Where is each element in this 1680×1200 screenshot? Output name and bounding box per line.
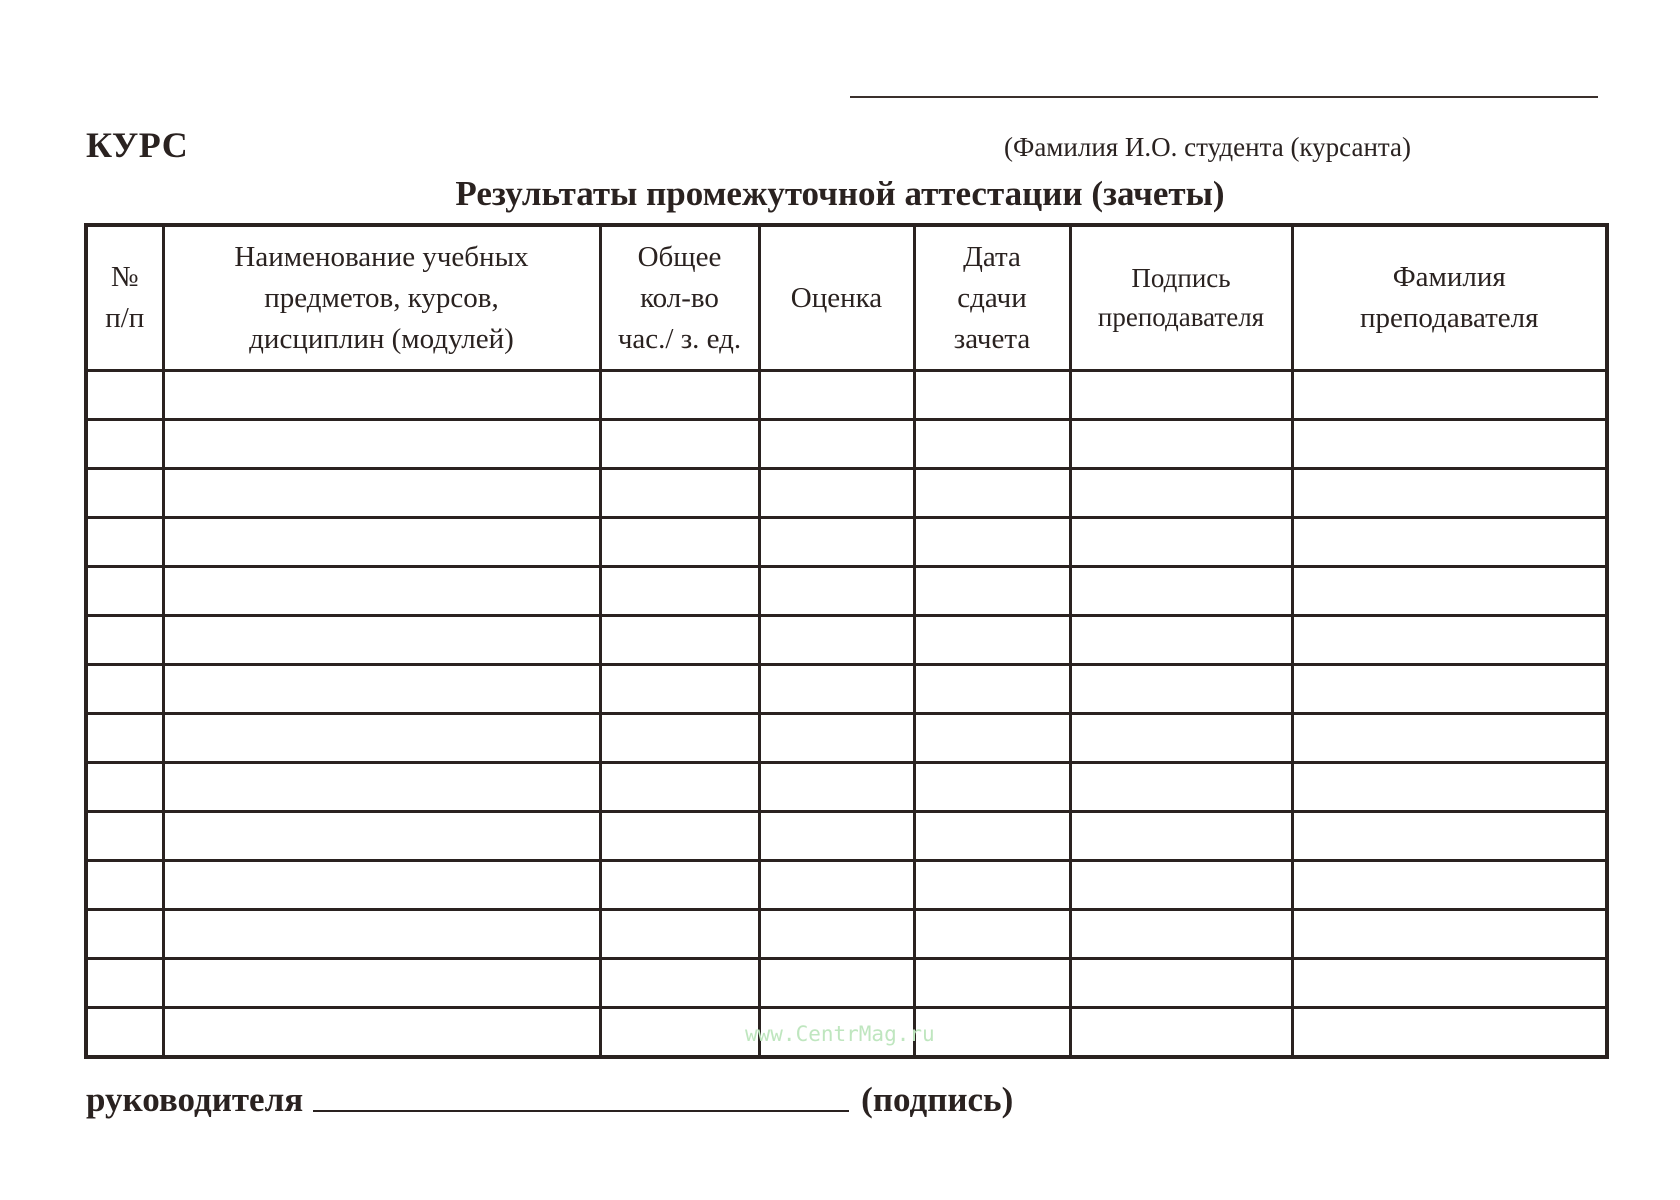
cell-hours[interactable] — [600, 420, 759, 469]
col-header-grade: Оценка — [759, 225, 914, 371]
table-row — [86, 910, 1607, 959]
cell-teacher-signature[interactable] — [1070, 616, 1292, 665]
col-header-date: Дата сдачи зачета — [914, 225, 1070, 371]
cell-hours[interactable] — [600, 567, 759, 616]
footer-signature-caption: (подпись) — [861, 1080, 1014, 1119]
cell-hours[interactable] — [600, 616, 759, 665]
cell-teacher-name[interactable] — [1292, 812, 1607, 861]
cell-hours[interactable] — [600, 714, 759, 763]
cell-number[interactable] — [86, 714, 163, 763]
cell-date[interactable] — [914, 616, 1070, 665]
cell-grade[interactable] — [759, 714, 914, 763]
cell-hours[interactable] — [600, 861, 759, 910]
cell-date[interactable] — [914, 812, 1070, 861]
watermark: www.CentrMag.ru — [745, 1022, 935, 1046]
cell-date[interactable] — [914, 1008, 1070, 1058]
table-row — [86, 763, 1607, 812]
cell-hours[interactable] — [600, 763, 759, 812]
cell-hours[interactable] — [600, 910, 759, 959]
cell-teacher-name[interactable] — [1292, 665, 1607, 714]
cell-date[interactable] — [914, 469, 1070, 518]
cell-hours[interactable] — [600, 518, 759, 567]
cell-teacher-name[interactable] — [1292, 1008, 1607, 1058]
table-row — [86, 959, 1607, 1008]
table-row — [86, 861, 1607, 910]
cell-subject[interactable] — [163, 1008, 600, 1058]
cell-number[interactable] — [86, 567, 163, 616]
cell-grade[interactable] — [759, 616, 914, 665]
cell-subject[interactable] — [163, 518, 600, 567]
cell-subject[interactable] — [163, 371, 600, 420]
cell-grade[interactable] — [759, 763, 914, 812]
cell-date[interactable] — [914, 567, 1070, 616]
cell-number[interactable] — [86, 763, 163, 812]
cell-date[interactable] — [914, 861, 1070, 910]
cell-grade[interactable] — [759, 518, 914, 567]
cell-teacher-signature[interactable] — [1070, 567, 1292, 616]
cell-subject[interactable] — [163, 763, 600, 812]
cell-subject[interactable] — [163, 567, 600, 616]
cell-teacher-signature[interactable] — [1070, 420, 1292, 469]
cell-teacher-signature[interactable] — [1070, 469, 1292, 518]
cell-teacher-name[interactable] — [1292, 714, 1607, 763]
cell-teacher-signature[interactable] — [1070, 861, 1292, 910]
col-header-subject: Наименование учебных предметов, курсов, дисциплин (модулей) — [163, 225, 600, 371]
table-row — [86, 469, 1607, 518]
cell-teacher-name[interactable] — [1292, 567, 1607, 616]
kurs-label: КУРС — [86, 125, 189, 165]
cell-hours[interactable] — [600, 469, 759, 518]
cell-teacher-signature[interactable] — [1070, 518, 1292, 567]
table-row — [86, 665, 1607, 714]
cell-subject[interactable] — [163, 714, 600, 763]
cell-teacher-name[interactable] — [1292, 861, 1607, 910]
cell-subject[interactable] — [163, 469, 600, 518]
cell-grade[interactable] — [759, 861, 914, 910]
student-name-line[interactable] — [850, 96, 1598, 98]
col-header-teacher-signature: Подпись преподавателя — [1070, 225, 1292, 371]
cell-teacher-name[interactable] — [1292, 959, 1607, 1008]
cell-hours[interactable] — [600, 371, 759, 420]
cell-teacher-signature[interactable] — [1070, 714, 1292, 763]
cell-teacher-name[interactable] — [1292, 518, 1607, 567]
cell-date[interactable] — [914, 371, 1070, 420]
cell-date[interactable] — [914, 665, 1070, 714]
cell-number[interactable] — [86, 469, 163, 518]
cell-date[interactable] — [914, 420, 1070, 469]
cell-teacher-name[interactable] — [1292, 371, 1607, 420]
cell-subject[interactable] — [163, 812, 600, 861]
cell-teacher-signature[interactable] — [1070, 371, 1292, 420]
cell-subject[interactable] — [163, 861, 600, 910]
cell-hours[interactable] — [600, 812, 759, 861]
cell-teacher-signature[interactable] — [1070, 763, 1292, 812]
cell-teacher-signature[interactable] — [1070, 812, 1292, 861]
results-table — [84, 223, 1609, 1059]
cell-grade[interactable] — [759, 371, 914, 420]
cell-subject[interactable] — [163, 910, 600, 959]
cell-grade[interactable] — [759, 420, 914, 469]
cell-subject[interactable] — [163, 420, 600, 469]
cell-number[interactable] — [86, 616, 163, 665]
cell-number[interactable] — [86, 518, 163, 567]
cell-grade[interactable] — [759, 567, 914, 616]
table-row — [86, 567, 1607, 616]
cell-number[interactable] — [86, 420, 163, 469]
cell-grade[interactable] — [759, 812, 914, 861]
table-row — [86, 714, 1607, 763]
table-row — [86, 616, 1607, 665]
cell-date[interactable] — [914, 518, 1070, 567]
student-name-caption: (Фамилия И.О. студента (курсанта) — [1004, 132, 1412, 162]
col-header-number: № п/п — [86, 225, 163, 371]
table-body — [86, 371, 1607, 1058]
cell-grade[interactable] — [759, 665, 914, 714]
cell-number[interactable] — [86, 665, 163, 714]
cell-date[interactable] — [914, 714, 1070, 763]
cell-teacher-name[interactable] — [1292, 763, 1607, 812]
cell-number[interactable] — [86, 1008, 163, 1058]
cell-grade[interactable] — [759, 469, 914, 518]
page-title: Результаты промежуточной аттестации (зачеты) — [455, 174, 1225, 213]
cell-grade[interactable] — [759, 910, 914, 959]
cell-subject[interactable] — [163, 959, 600, 1008]
cell-date[interactable] — [914, 763, 1070, 812]
cell-hours[interactable] — [600, 665, 759, 714]
footer-label: руководителя — [86, 1080, 304, 1119]
table-row — [86, 420, 1607, 469]
col-header-hours: Общее кол-во час./ з. ед. — [600, 225, 759, 371]
cell-teacher-name[interactable] — [1292, 420, 1607, 469]
table-row — [86, 812, 1607, 861]
cell-teacher-signature[interactable] — [1070, 910, 1292, 959]
cell-grade[interactable] — [759, 959, 914, 1008]
cell-subject[interactable] — [163, 665, 600, 714]
table-row — [86, 371, 1607, 420]
table-header-row — [86, 225, 1607, 371]
table-row — [86, 518, 1607, 567]
supervisor-signature-line[interactable] — [313, 1110, 849, 1112]
col-header-teacher-name: Фамилия преподавателя — [1292, 225, 1607, 371]
cell-hours[interactable] — [600, 959, 759, 1008]
cell-teacher-name[interactable] — [1292, 910, 1607, 959]
cell-teacher-signature[interactable] — [1070, 665, 1292, 714]
cell-number[interactable] — [86, 861, 163, 910]
cell-teacher-signature[interactable] — [1070, 1008, 1292, 1058]
cell-number[interactable] — [86, 812, 163, 861]
cell-teacher-name[interactable] — [1292, 469, 1607, 518]
cell-date[interactable] — [914, 959, 1070, 1008]
signature-footer — [86, 1080, 1013, 1120]
cell-subject[interactable] — [163, 616, 600, 665]
cell-teacher-signature[interactable] — [1070, 959, 1292, 1008]
cell-number[interactable] — [86, 959, 163, 1008]
cell-hours[interactable] — [600, 1008, 759, 1058]
cell-number[interactable] — [86, 910, 163, 959]
cell-number[interactable] — [86, 371, 163, 420]
cell-date[interactable] — [914, 910, 1070, 959]
cell-teacher-name[interactable] — [1292, 616, 1607, 665]
